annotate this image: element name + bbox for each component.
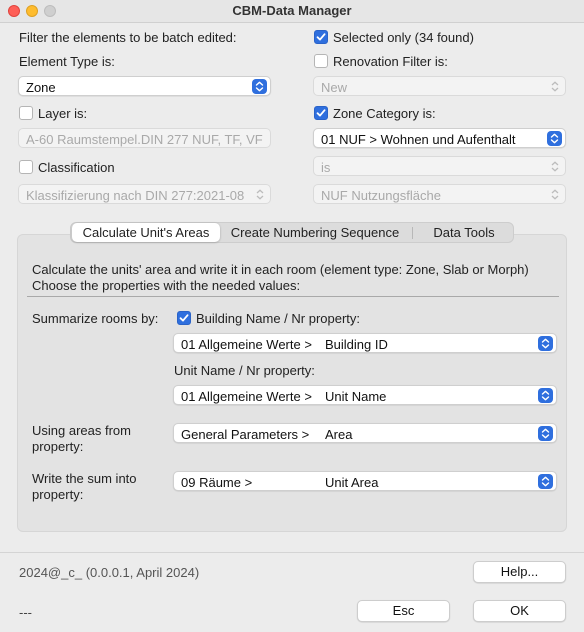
chevron-updown-icon — [550, 187, 560, 202]
classification-operator-select[interactable] — [313, 156, 566, 176]
sum-into-label-line2: property: — [32, 487, 84, 502]
areas-property-group: General Parameters > — [181, 427, 310, 442]
zone-category-select[interactable] — [313, 128, 566, 148]
checkmark-icon — [179, 313, 189, 323]
layer-checkbox[interactable] — [19, 106, 33, 120]
element-type-value: Zone — [26, 80, 56, 95]
building-property-name: Building ID — [325, 337, 388, 352]
chevron-updown-icon — [252, 79, 267, 94]
unit-property-name: Unit Name — [325, 389, 387, 404]
areas-from-label-line2: property: — [32, 439, 84, 454]
selected-only-label: Selected only (34 found) — [333, 30, 474, 45]
chevron-updown-icon — [547, 131, 562, 146]
tab-create-numbering-sequence[interactable]: Create Numbering Sequence — [230, 225, 400, 240]
calc-description-line2: Choose the properties with the needed values: — [32, 278, 301, 293]
zone-category-value: 01 NUF > Wohnen und Aufenthalt — [321, 132, 516, 147]
checkmark-icon — [316, 108, 326, 118]
footer-divider — [0, 552, 584, 553]
sum-property-name: Unit Area — [325, 475, 379, 490]
chevron-updown-icon — [550, 79, 560, 94]
renovation-filter-select[interactable] — [313, 76, 566, 96]
layer-value: A-60 Raumstempel.DIN 277 NUF, TF, VF — [26, 132, 263, 147]
building-name-label: Building Name / Nr property: — [196, 311, 361, 326]
sum-property-group: 09 Räume > — [181, 475, 253, 490]
description-divider — [27, 296, 559, 297]
summarize-rooms-label: Summarize rooms by: — [32, 311, 159, 326]
renovation-filter-value: New — [321, 80, 348, 95]
sum-property-select[interactable] — [173, 471, 557, 491]
ok-button[interactable]: OK — [473, 600, 566, 622]
window-title: CBM-Data Manager — [232, 3, 352, 18]
sum-into-label-line1: Write the sum into — [32, 471, 137, 486]
building-property-select[interactable] — [173, 333, 557, 353]
building-property-group: 01 Allgemeine Werte > — [181, 337, 312, 352]
unit-name-label: Unit Name / Nr property: — [174, 363, 315, 378]
element-type-select[interactable] — [18, 76, 271, 96]
unit-property-select[interactable] — [173, 385, 557, 405]
help-button[interactable]: Help... — [473, 561, 566, 583]
areas-property-select[interactable] — [173, 423, 557, 443]
chevron-updown-icon — [550, 159, 560, 174]
classification-operator-value: is — [321, 160, 331, 175]
classification-system-select[interactable] — [18, 184, 271, 204]
classification-value-value: NUF Nutzungsfläche — [321, 188, 441, 203]
renovation-filter-checkbox[interactable] — [314, 54, 328, 68]
checkmark-icon — [316, 32, 326, 42]
tab-calculate-units-areas[interactable]: Calculate Unit's Areas — [72, 223, 220, 242]
chevron-updown-icon — [538, 426, 553, 441]
classification-system-value: Klassifizierung nach DIN 277:2021-08 — [26, 188, 245, 203]
chevron-updown-icon — [538, 474, 553, 489]
calc-description-line1: Calculate the units' area and write it in each room (element type: Zone, Slab or Morph) — [32, 262, 529, 277]
renovation-filter-label: Renovation Filter is: — [333, 54, 448, 69]
classification-value-select[interactable] — [313, 184, 566, 204]
tab-bar — [70, 222, 514, 243]
unit-property-group: 01 Allgemeine Werte > — [181, 389, 312, 404]
zone-category-checkbox[interactable] — [314, 106, 328, 120]
status-label: --- — [19, 605, 32, 620]
building-name-checkbox[interactable] — [177, 311, 191, 325]
selected-only-checkbox[interactable] — [314, 30, 328, 44]
layer-label: Layer is: — [38, 106, 88, 121]
version-label: 2024@_c_ (0.0.0.1, April 2024) — [19, 565, 200, 580]
classification-checkbox[interactable] — [19, 160, 33, 174]
layer-select[interactable] — [18, 128, 271, 148]
chevron-updown-icon — [538, 388, 553, 403]
chevron-updown-icon — [538, 336, 553, 351]
classification-label: Classification — [38, 160, 115, 175]
zone-category-label: Zone Category is: — [333, 106, 436, 121]
filter-intro-label: Filter the elements to be batch edited: — [19, 30, 237, 45]
tab-data-tools[interactable]: Data Tools — [433, 225, 495, 240]
areas-property-name: Area — [325, 427, 353, 442]
chevron-updown-icon — [255, 187, 265, 202]
tab-separator — [412, 227, 413, 239]
title-bar — [0, 0, 584, 23]
esc-button[interactable]: Esc — [357, 600, 450, 622]
element-type-label: Element Type is: — [19, 54, 115, 69]
areas-from-label-line1: Using areas from — [32, 423, 131, 438]
